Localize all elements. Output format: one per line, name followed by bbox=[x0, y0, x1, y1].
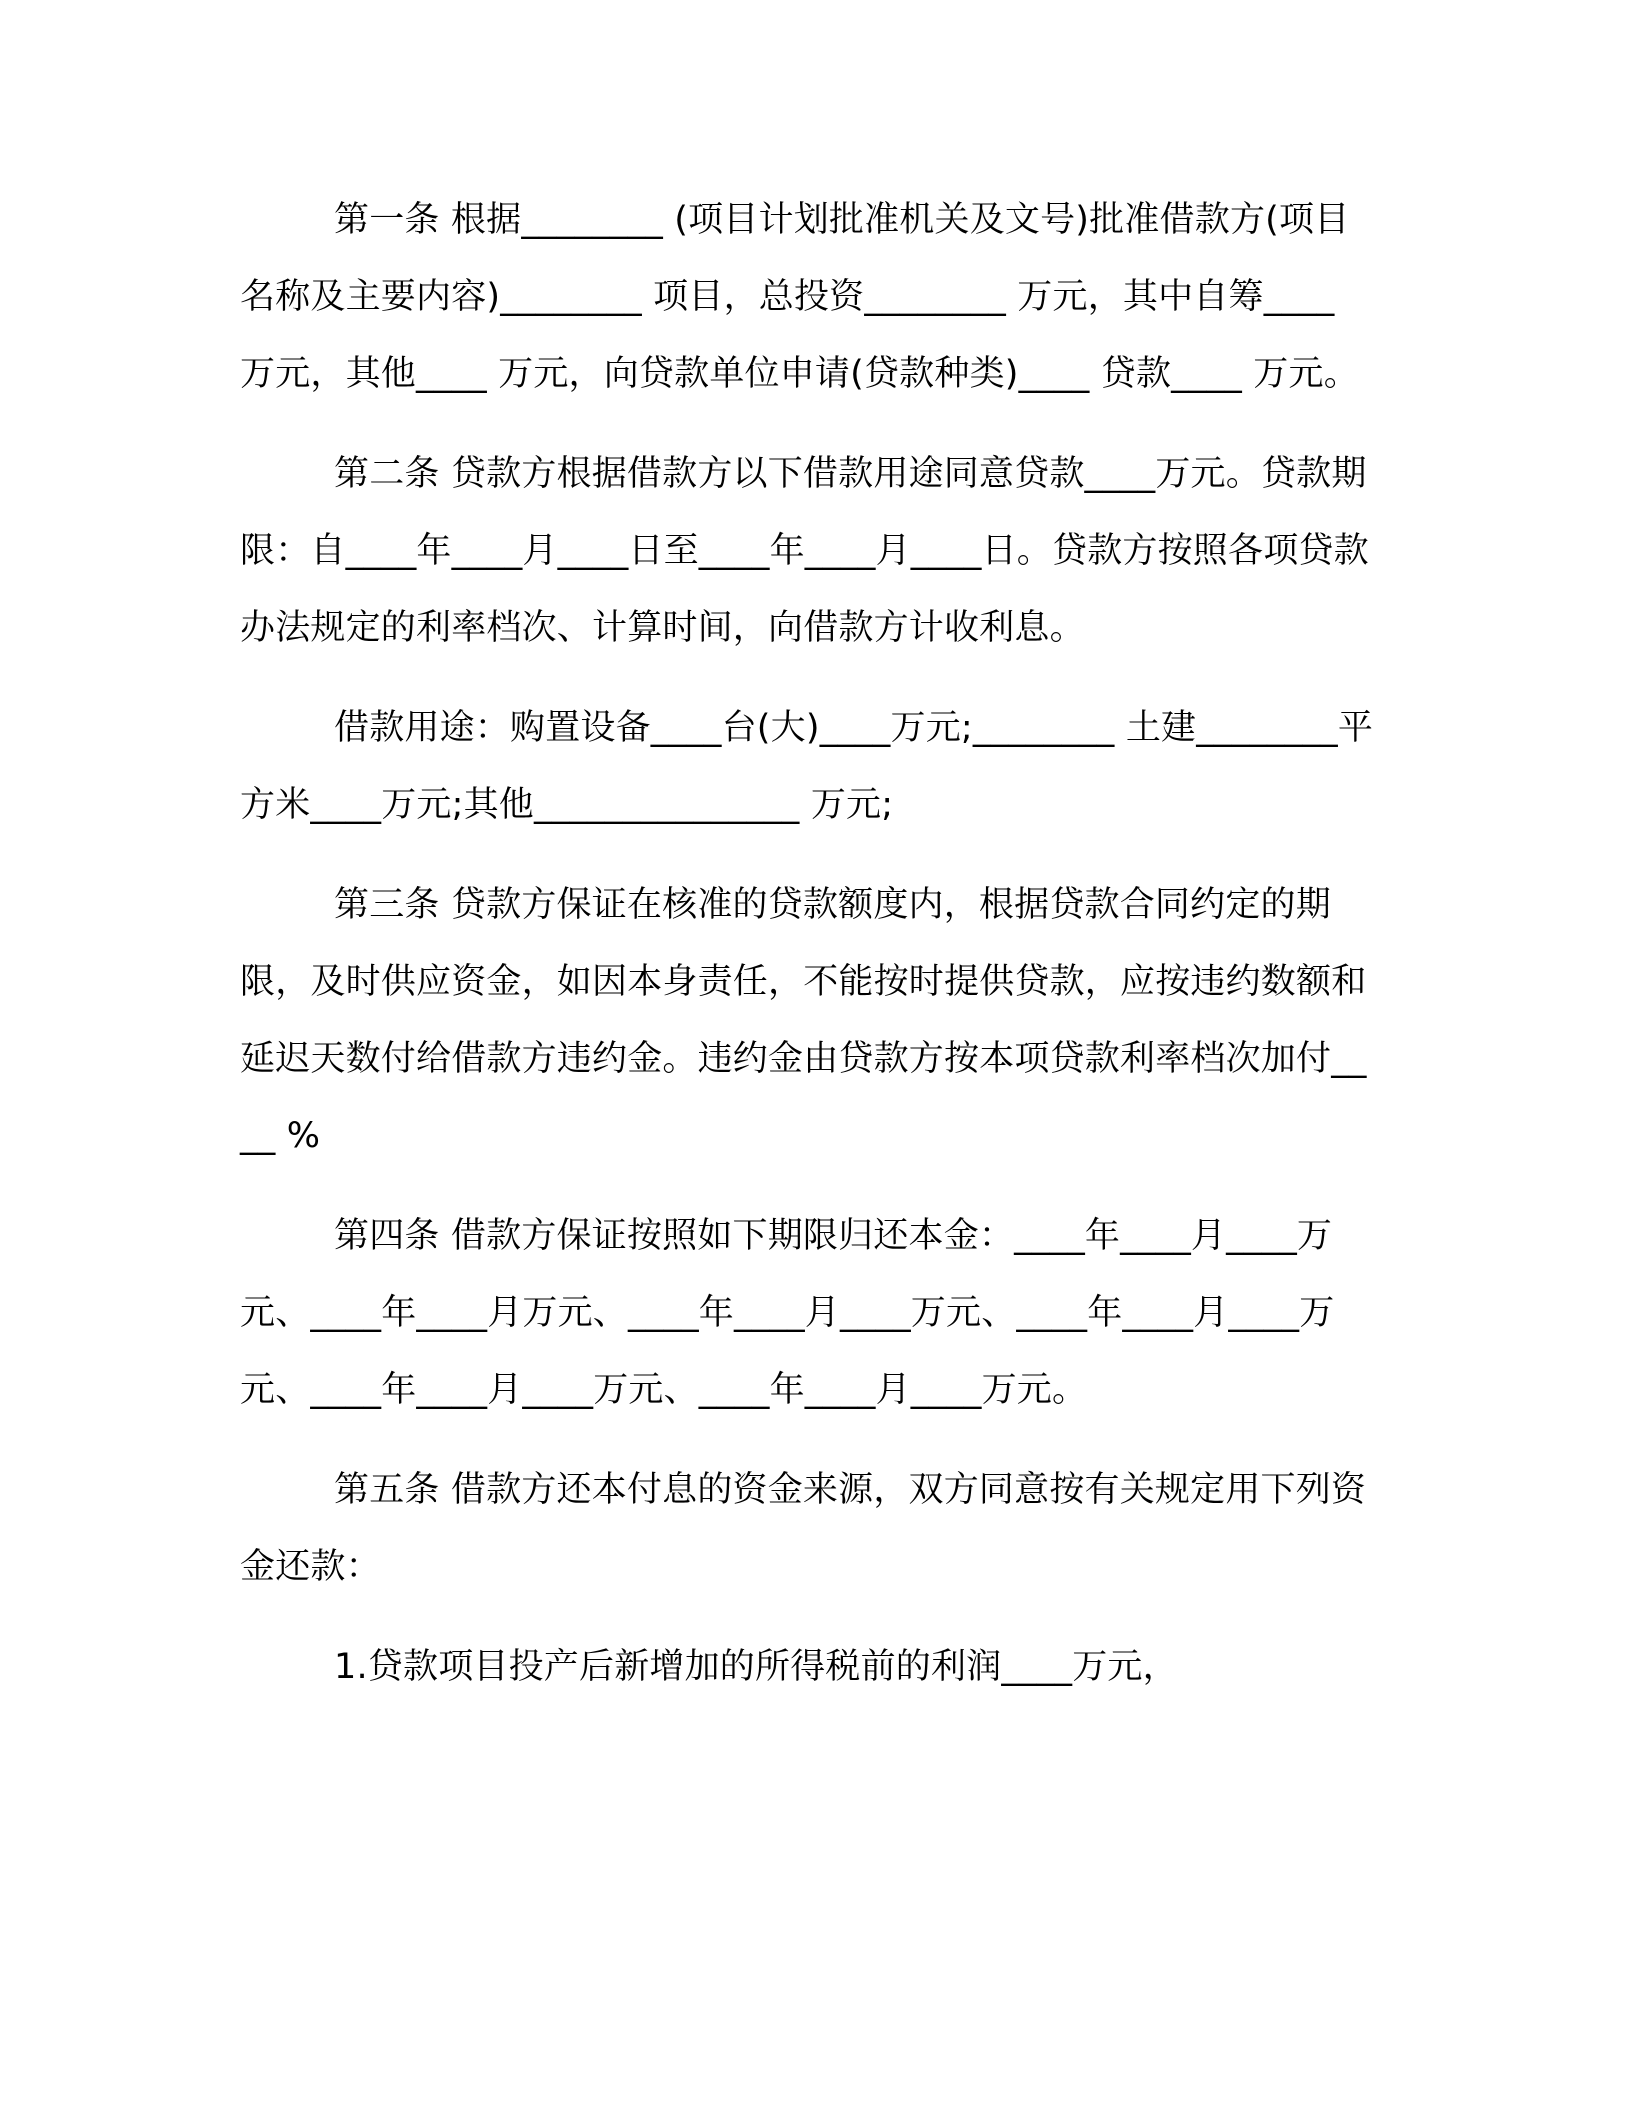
article-4-paragraph: 第四条 借款方保证按照如下期限归还本金：____年____月____万元、____年____月万元、____年____月____万元、____年____月____万元、____年____月____万元、____年____月____万元。 bbox=[240, 1216, 1335, 1410]
article-3-paragraph: 第三条 贷款方保证在核准的贷款额度内，根据贷款合同约定的期限，及时供应资金，如因本身责任，不能按时提供贷款，应按违约数额和延迟天数付给借款方违约金。违约金由贷款方按本项贷款利率档次加付____ % bbox=[240, 885, 1367, 1156]
document-body bbox=[240, 182, 1380, 1706]
article-1-paragraph: 第一条 根据________ (项目计划批准机关及文号)批准借款方(项目名称及主要内容)________ 项目，总投资________ 万元，其中自筹____ 万元，其他____ 万元，向贷款单位申请(贷款种类)____ 贷款____ 万元。 bbox=[240, 200, 1359, 394]
article-5-paragraph: 第五条 借款方还本付息的资金来源，双方同意按有关规定用下列资金还款： bbox=[240, 1470, 1367, 1587]
article-2-paragraph: 第二条 贷款方根据借款方以下借款用途同意贷款____万元。贷款期限：自____年____月____日至____年____月____日。贷款方按照各项贷款办法规定的利率档次、计算时间，向借款方计收利息。 bbox=[240, 454, 1369, 648]
loan-purpose-paragraph: 借款用途：购置设备____台(大)____万元;________ 土建________平方米____万元;其他_______________ 万元; bbox=[240, 708, 1374, 825]
repayment-source-item-1: 1.贷款项目投产后新增加的所得税前的利润____万元， bbox=[334, 1647, 1178, 1687]
